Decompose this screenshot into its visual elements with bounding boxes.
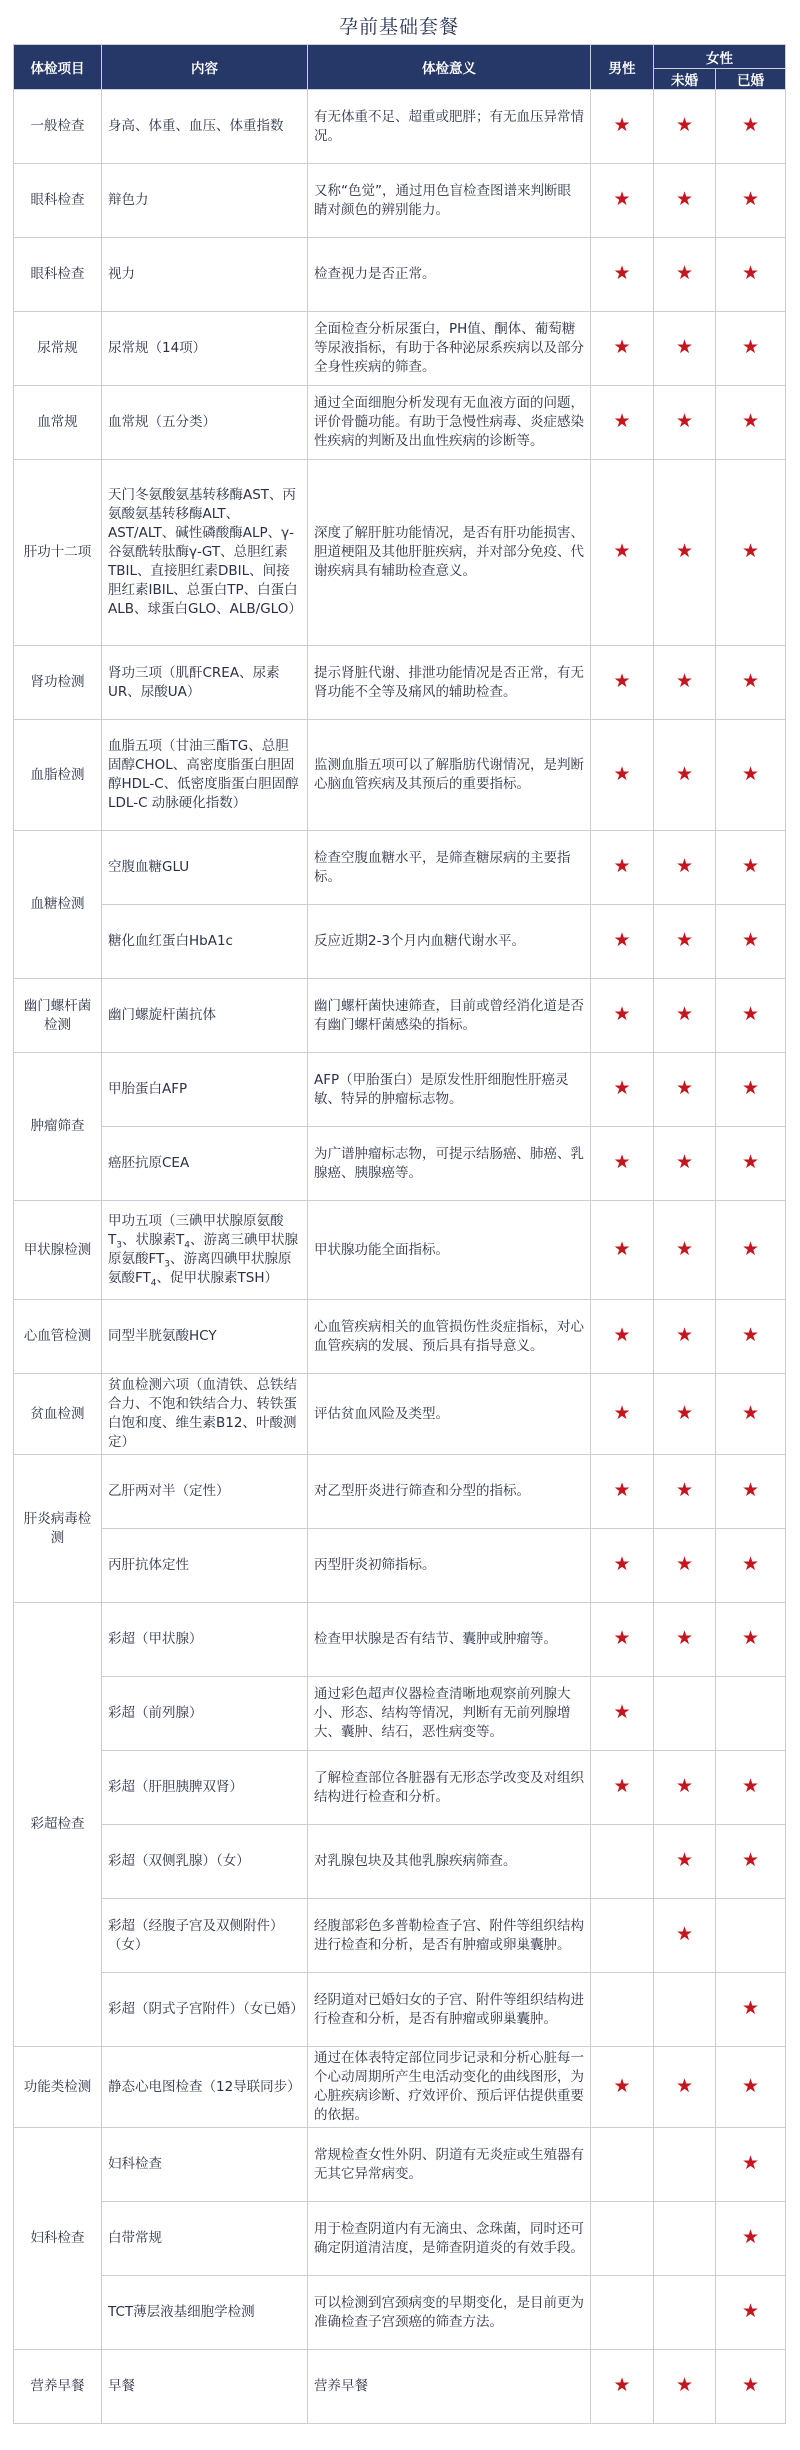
star-icon: ★ — [613, 1237, 631, 1260]
meaning-cell: 常规检查女性外阴、阴道有无炎症或生殖器有无其它异常病变。 — [308, 2128, 591, 2202]
content-cell: 静态心电图检查（12导联同步） — [102, 2047, 308, 2128]
content-cell: 乙肝两对半（定性） — [102, 1455, 308, 1529]
star-icon: ★ — [613, 410, 631, 432]
star-icon: ★ — [675, 540, 694, 562]
package-table — [13, 44, 786, 2424]
header-female: 女性 — [654, 45, 786, 69]
table-row — [14, 1374, 786, 1455]
star-icon: ★ — [675, 855, 694, 877]
star-icon: ★ — [675, 1401, 694, 1424]
star-icon: ★ — [741, 1997, 760, 2019]
table-row — [14, 1677, 786, 1751]
star-icon: ★ — [675, 1077, 694, 1099]
table-row — [14, 831, 786, 905]
star-icon: ★ — [675, 2074, 694, 2097]
star-icon: ★ — [613, 540, 631, 562]
table-row — [14, 979, 786, 1053]
star-icon: ★ — [741, 1627, 760, 1649]
content-cell: 癌胚抗原CEA — [102, 1127, 308, 1201]
star-icon: ★ — [741, 929, 760, 951]
meaning-cell: 深度了解肝脏功能情况，是否有肝功能损害、胆道梗阻及其他肝脏疾病，并对部分免疫、代谢疾病具有辅助检查意义。 — [308, 460, 591, 646]
table-row — [14, 1899, 786, 1973]
content-cell: 血脂五项（甘油三酯TG、总胆固醇CHOL、高密度脂蛋白胆固醇HDL-C、低密度脂蛋白胆固醇LDL-C 动脉硬化指数） — [102, 720, 308, 831]
content-cell: 彩超（经腹子宫及双侧附件）（女） — [102, 1899, 308, 1973]
table-row — [14, 646, 786, 720]
star-icon: ★ — [741, 336, 760, 358]
content-cell: 白带常规 — [102, 2202, 308, 2276]
star-icon: ★ — [741, 1775, 760, 1797]
star-icon: ★ — [613, 1401, 631, 1424]
star-icon: ★ — [741, 2226, 760, 2248]
star-icon: ★ — [613, 1553, 631, 1575]
star-icon: ★ — [675, 410, 694, 432]
star-icon: ★ — [741, 855, 760, 877]
star-icon: ★ — [741, 1324, 760, 1346]
content-cell: 甲功五项（三碘甲状腺原氨酸$T_3$、状腺素$T_4$、游离三碘甲状腺原氨酸$FT_3$、游离四碘甲状腺原氨酸$FT_4$、促甲状腺素TSH） — [102, 1201, 308, 1300]
star-icon: ★ — [613, 1701, 631, 1723]
category-cell: 肝功十二项 — [14, 460, 102, 646]
star-icon: ★ — [613, 762, 631, 785]
star-icon: ★ — [675, 188, 694, 210]
meaning-cell: 又称“色觉”，通过用色盲检查图谱来判断眼睛对颜色的辨别能力。 — [308, 164, 591, 238]
star-icon: ★ — [613, 1627, 631, 1649]
content-cell: 彩超（肝胆胰脾双肾） — [102, 1751, 308, 1825]
header-meaning: 体检意义 — [308, 45, 591, 90]
table-row — [14, 1751, 786, 1825]
star-icon: ★ — [741, 2152, 760, 2174]
content-cell: 视力 — [102, 238, 308, 312]
table-row — [14, 2202, 786, 2276]
star-icon: ★ — [613, 114, 631, 136]
table-row — [14, 1825, 786, 1899]
page-title: 孕前基础套餐 — [338, 16, 459, 38]
table-row — [14, 1603, 786, 1677]
meaning-cell: 经阴道对已婚妇女的子宫、附件等组织结构进行检查和分析，是否有肿瘤或卵巢囊肿。 — [308, 1973, 591, 2047]
content-cell: 彩超（阴式子宫附件）（女已婚） — [102, 1973, 308, 2047]
meaning-cell: 评估贫血风险及类型。 — [308, 1374, 591, 1455]
table-row — [14, 312, 786, 386]
meaning-cell: 对乙型肝炎进行筛查和分型的指标。 — [308, 1455, 591, 1529]
content-cell: 丙肝抗体定性 — [102, 1529, 308, 1603]
content-cell: 妇科检查 — [102, 2128, 308, 2202]
category-cell: 眼科检查 — [14, 238, 102, 312]
star-icon: ★ — [675, 1003, 694, 1025]
content-cell: 贫血检测六项（血清铁、总铁结合力、不饱和铁结合力、转铁蛋白饱和度、维生素B12、叶酸测定） — [102, 1374, 308, 1455]
content-cell: 彩超（前列腺） — [102, 1677, 308, 1751]
star-icon: ★ — [675, 2374, 694, 2396]
meaning-cell: 通过在体表特定部位同步记录和分析心脏每一个心动周期所产生电活动变化的曲线图形，为心脏疾病诊断、疗效评价、预后评估提供重要的依据。 — [308, 2047, 591, 2128]
table-row — [14, 2047, 786, 2128]
page — [13, 10, 785, 2424]
meaning-cell: 为广谱肿瘤标志物，可提示结肠癌、肺癌、乳腺癌、胰腺癌等。 — [308, 1127, 591, 1201]
star-icon: ★ — [741, 2300, 760, 2322]
star-icon: ★ — [741, 262, 760, 284]
star-icon: ★ — [741, 1849, 760, 1871]
star-icon: ★ — [675, 1775, 694, 1797]
star-icon: ★ — [675, 1479, 694, 1501]
category-cell: 眼科检查 — [14, 164, 102, 238]
content-cell: 尿常规（14项） — [102, 312, 308, 386]
content-cell: 同型半胱氨酸HCY — [102, 1300, 308, 1374]
table-row — [14, 238, 786, 312]
meaning-cell: AFP（甲胎蛋白）是原发性肝细胞性肝癌灵敏、特异的肿瘤标志物。 — [308, 1053, 591, 1127]
star-icon: ★ — [675, 929, 694, 951]
content-cell: 天门冬氨酸氨基转移酶AST、丙氨酸氨基转移酶ALT、AST/ALT、碱性磷酸酶ALP、γ-谷氨酰转肽酶γ-GT、总胆红素TBIL、直接胆红素DBIL、间接胆红素IBIL、总蛋白TP、白蛋白ALB、球蛋白GLO、ALB/GLO） — [102, 460, 308, 646]
star-icon: ★ — [741, 540, 760, 562]
star-icon: ★ — [613, 1775, 631, 1797]
content-cell: TCT薄层液基细胞学检测 — [102, 2276, 308, 2350]
star-icon: ★ — [613, 188, 631, 210]
category-cell: 一般检查 — [14, 90, 102, 164]
meaning-cell: 丙型肝炎初筛指标。 — [308, 1529, 591, 1603]
star-icon: ★ — [675, 670, 694, 692]
star-icon: ★ — [613, 855, 631, 877]
category-cell: 营养早餐 — [14, 2350, 102, 2424]
category-cell: 彩超检查 — [14, 1603, 102, 2047]
star-icon: ★ — [675, 1553, 694, 1575]
category-cell: 肿瘤筛查 — [14, 1053, 102, 1201]
content-cell: 肾功三项（肌酐CREA、尿素UR、尿酸UA） — [102, 646, 308, 720]
table-row — [14, 905, 786, 979]
meaning-cell: 可以检测到宫颈病变的早期变化，是目前更为准确检查子宫颈癌的筛查方法。 — [308, 2276, 591, 2350]
star-icon: ★ — [741, 1553, 760, 1575]
star-icon: ★ — [675, 1627, 694, 1649]
star-icon: ★ — [613, 336, 631, 358]
content-cell: 幽门螺旋杆菌抗体 — [102, 979, 308, 1053]
header-married: 已婚 — [716, 69, 786, 90]
star-icon: ★ — [741, 1077, 760, 1099]
star-icon: ★ — [741, 1401, 760, 1424]
table-row — [14, 164, 786, 238]
category-cell: 功能类检测 — [14, 2047, 102, 2128]
header-male: 男性 — [591, 45, 654, 90]
category-cell: 尿常规 — [14, 312, 102, 386]
meaning-cell: 检查甲状腺是否有结节、囊肿或肿瘤等。 — [308, 1603, 591, 1677]
star-icon: ★ — [741, 1003, 760, 1025]
star-icon: ★ — [741, 670, 760, 692]
content-cell: 彩超（双侧乳腺）（女） — [102, 1825, 308, 1899]
table-row — [14, 90, 786, 164]
category-cell: 血糖检测 — [14, 831, 102, 979]
header-content: 内容 — [102, 45, 308, 90]
table-row — [14, 1529, 786, 1603]
table-row — [14, 1300, 786, 1374]
content-cell: 血常规（五分类） — [102, 386, 308, 460]
star-icon: ★ — [675, 1151, 694, 1173]
table-row — [14, 1973, 786, 2047]
meaning-cell: 通过彩色超声仪器检查清晰地观察前列腺大小、形态、结构等情况，判断有无前列腺增大、囊肿、结石，恶性病变等。 — [308, 1677, 591, 1751]
star-icon: ★ — [613, 1479, 631, 1501]
star-icon: ★ — [675, 1324, 694, 1346]
table-row — [14, 2276, 786, 2350]
table-row — [14, 1455, 786, 1529]
meaning-cell: 经腹部彩色多普勒检查子宫、附件等组织结构进行检查和分析，是否有肿瘤或卵巢囊肿。 — [308, 1899, 591, 1973]
content-cell: 早餐 — [102, 2350, 308, 2424]
meaning-cell: 检查视力是否正常。 — [308, 238, 591, 312]
star-icon: ★ — [613, 1324, 631, 1346]
content-cell: 甲胎蛋白AFP — [102, 1053, 308, 1127]
table-row — [14, 1127, 786, 1201]
content-cell: 辩色力 — [102, 164, 308, 238]
star-icon: ★ — [613, 2074, 631, 2097]
meaning-cell: 通过全面细胞分析发现有无血液方面的问题，评价骨髓功能。有助于急慢性病毒、炎症感染性疾病的判断及出血性疾病的诊断等。 — [308, 386, 591, 460]
category-cell: 贫血检测 — [14, 1374, 102, 1455]
star-icon: ★ — [675, 336, 694, 358]
header-category: 体检项目 — [14, 45, 102, 90]
star-icon: ★ — [613, 670, 631, 692]
star-icon: ★ — [613, 1003, 631, 1025]
star-icon: ★ — [741, 762, 760, 785]
meaning-cell: 心血管疾病相关的血管损伤性炎症指标，对心血管疾病的发展、预后具有指导意义。 — [308, 1300, 591, 1374]
meaning-cell: 幽门螺杆菌快速筛查，目前或曾经消化道是否有幽门螺杆菌感染的指标。 — [308, 979, 591, 1053]
header-unmarried: 未婚 — [654, 69, 716, 90]
star-icon: ★ — [613, 2374, 631, 2396]
meaning-cell: 对乳腺包块及其他乳腺疾病筛查。 — [308, 1825, 591, 1899]
star-icon: ★ — [675, 762, 694, 785]
meaning-cell: 甲状腺功能全面指标。 — [308, 1201, 591, 1300]
star-icon: ★ — [741, 2074, 760, 2097]
star-icon: ★ — [675, 114, 694, 136]
meaning-cell: 检查空腹血糖水平，是筛查糖尿病的主要指标。 — [308, 831, 591, 905]
category-cell: 妇科检查 — [14, 2128, 102, 2350]
category-cell: 肾功检测 — [14, 646, 102, 720]
star-icon: ★ — [613, 262, 631, 284]
content-cell: 糖化血红蛋白HbA1c — [102, 905, 308, 979]
table-row — [14, 460, 786, 646]
table-row — [14, 386, 786, 460]
category-cell: 肝炎病毒检测 — [14, 1455, 102, 1603]
star-icon: ★ — [613, 1077, 631, 1099]
table-row — [14, 1201, 786, 1300]
star-icon: ★ — [613, 929, 631, 951]
table-row — [14, 2350, 786, 2424]
star-icon: ★ — [741, 188, 760, 210]
content-cell: 空腹血糖GLU — [102, 831, 308, 905]
category-cell: 血常规 — [14, 386, 102, 460]
table-row — [14, 720, 786, 831]
star-icon: ★ — [675, 1849, 694, 1871]
content-cell: 彩超（甲状腺） — [102, 1603, 308, 1677]
star-icon: ★ — [741, 1151, 760, 1173]
category-cell: 血脂检测 — [14, 720, 102, 831]
content-cell: 身高、体重、血压、体重指数 — [102, 90, 308, 164]
category-cell: 心血管检测 — [14, 1300, 102, 1374]
meaning-cell: 反应近期2-3个月内血糖代谢水平。 — [308, 905, 591, 979]
star-icon: ★ — [613, 1151, 631, 1173]
category-cell: 幽门螺杆菌检测 — [14, 979, 102, 1053]
meaning-cell: 有无体重不足、超重或肥胖；有无血压异常情况。 — [308, 90, 591, 164]
star-icon: ★ — [675, 1237, 694, 1260]
table-row — [14, 1053, 786, 1127]
star-icon: ★ — [741, 2374, 760, 2396]
star-icon: ★ — [675, 1923, 694, 1945]
star-icon: ★ — [675, 262, 694, 284]
star-icon: ★ — [741, 114, 760, 136]
table-row — [14, 2128, 786, 2202]
meaning-cell: 全面检查分析尿蛋白，PH值、酮体、葡萄糖等尿液指标，有助于各种泌尿系疾病以及部分全身性疾病的筛查。 — [308, 312, 591, 386]
meaning-cell: 营养早餐 — [308, 2350, 591, 2424]
meaning-cell: 用于检查阴道内有无滴虫、念珠菌，同时还可确定阴道清洁度，是筛查阴道炎的有效手段。 — [308, 2202, 591, 2276]
meaning-cell: 了解检查部位各脏器有无形态学改变及对组织结构进行检查和分析。 — [308, 1751, 591, 1825]
star-icon: ★ — [741, 1479, 760, 1501]
category-cell: 甲状腺检测 — [14, 1201, 102, 1300]
star-icon: ★ — [741, 1237, 760, 1260]
star-icon: ★ — [741, 410, 760, 432]
meaning-cell: 提示肾脏代谢、排泄功能情况是否正常，有无肾功能不全等及痛风的辅助检查。 — [308, 646, 591, 720]
meaning-cell: 监测血脂五项可以了解脂肪代谢情况，是判断心脑血管疾病及其预后的重要指标。 — [308, 720, 591, 831]
